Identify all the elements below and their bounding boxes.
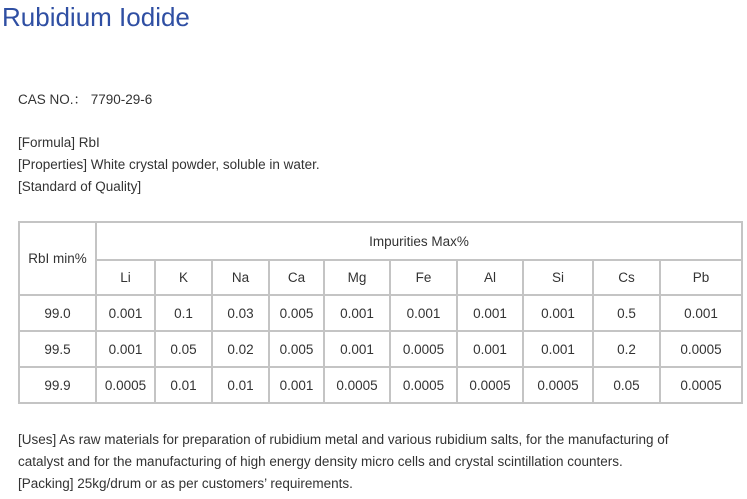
standard-heading: [Standard of Quality] <box>18 179 142 194</box>
table-cell: 0.05 <box>593 367 660 403</box>
column-header: Al <box>457 260 523 295</box>
uses-line-2: catalyst and for the manufacturing of high energy density micro cells and crystal scintillation counters. <box>18 454 623 469</box>
quality-table <box>18 221 743 404</box>
table-cell: 0.02 <box>212 331 269 367</box>
table-cell: 0.001 <box>96 331 155 367</box>
column-header: Fe <box>390 260 457 295</box>
table-cell: 0.0005 <box>324 367 390 403</box>
table-cell: 0.001 <box>523 295 593 331</box>
table-cell: 0.0005 <box>660 367 742 403</box>
uses-line-1: [Uses] As raw materials for preparation of rubidium metal and various rubidium salts, for the manufacturing of <box>18 432 669 447</box>
table-cell: 0.0005 <box>523 367 593 403</box>
table-cell: 0.001 <box>269 367 324 403</box>
table-cell: 0.001 <box>324 295 390 331</box>
table-cell: 0.001 <box>660 295 742 331</box>
column-header: Cs <box>593 260 660 295</box>
column-header: Mg <box>324 260 390 295</box>
table-cell: 0.001 <box>390 295 457 331</box>
column-header: Si <box>523 260 593 295</box>
table-cell: 0.0005 <box>660 331 742 367</box>
formula-line: [Formula] RbI <box>18 135 100 150</box>
cas-number: CAS NO.： 7790-29-6 <box>18 92 153 107</box>
rbi-min-cell: 99.5 <box>19 331 96 367</box>
impurities-header: Impurities Max% <box>96 222 742 260</box>
properties-line: [Properties] White crystal powder, soluble in water. <box>18 157 320 172</box>
table-cell: 0.2 <box>593 331 660 367</box>
table-cell: 0.01 <box>212 367 269 403</box>
rbi-min-header: RbI min% <box>19 222 96 295</box>
table-row <box>19 331 742 367</box>
column-header: Na <box>212 260 269 295</box>
table-cell: 0.001 <box>457 295 523 331</box>
rbi-min-cell: 99.0 <box>19 295 96 331</box>
table-cell: 0.0005 <box>457 367 523 403</box>
page-title: Rubidium Iodide <box>2 2 190 32</box>
rbi-min-cell: 99.9 <box>19 367 96 403</box>
table-cell: 0.0005 <box>390 331 457 367</box>
packing-line: [Packing] 25kg/drum or as per customers’ requirements. <box>18 476 353 491</box>
column-header: K <box>155 260 212 295</box>
table-cell: 0.5 <box>593 295 660 331</box>
table-cell: 0.005 <box>269 331 324 367</box>
table-cell: 0.05 <box>155 331 212 367</box>
table-row <box>19 295 742 331</box>
table-header-row <box>19 222 742 260</box>
table-row <box>19 367 742 403</box>
table-cell: 0.001 <box>523 331 593 367</box>
table-cell: 0.01 <box>155 367 212 403</box>
column-header: Pb <box>660 260 742 295</box>
table-cell: 0.001 <box>324 331 390 367</box>
table-cell: 0.005 <box>269 295 324 331</box>
table-cell: 0.001 <box>96 295 155 331</box>
table-cell: 0.03 <box>212 295 269 331</box>
column-header: Ca <box>269 260 324 295</box>
table-cell: 0.0005 <box>96 367 155 403</box>
table-cell: 0.1 <box>155 295 212 331</box>
table-cell: 0.001 <box>457 331 523 367</box>
element-header-row <box>19 260 742 295</box>
column-header: Li <box>96 260 155 295</box>
table-cell: 0.0005 <box>390 367 457 403</box>
